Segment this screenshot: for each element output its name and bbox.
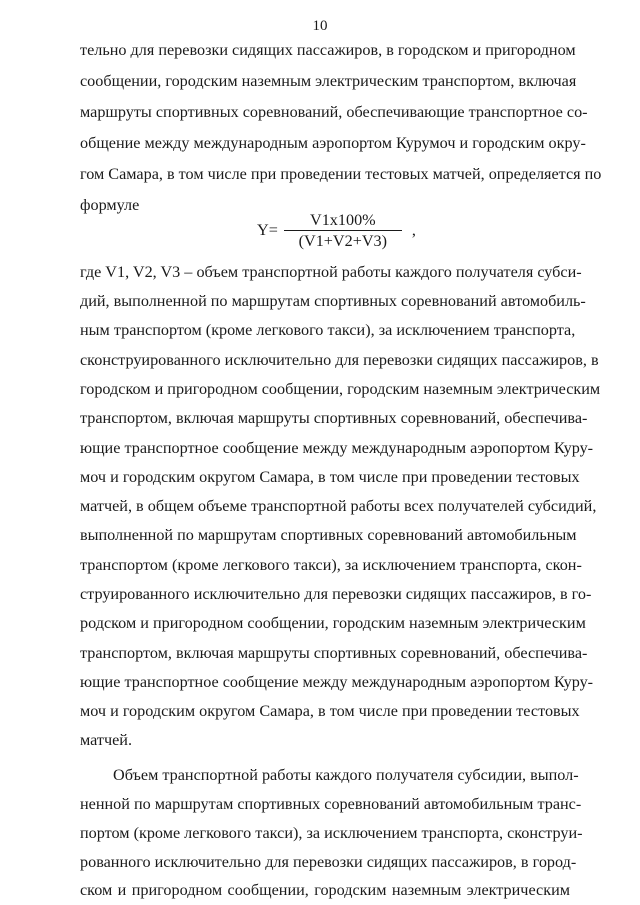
- text-line: транспортом (кроме легкового такси), за исключением транспорта, скон-: [80, 556, 582, 574]
- text-line: сконструированного исключительно для перевозки сидящих пассажиров, в: [80, 351, 599, 369]
- text-line: ском и пригородном сообщении, городским наземным электрическим: [80, 881, 570, 899]
- formula-fraction: [284, 210, 402, 251]
- text-line: общение между международным аэропортом Курумоч и городским окру-: [80, 134, 586, 152]
- formula-lhs: Y=: [257, 220, 278, 239]
- text-line: тельно для перевозки сидящих пассажиров, в городском и пригородном: [80, 41, 576, 59]
- text-line: выполненной по маршрутам спортивных соревнований автомобильным: [80, 526, 577, 544]
- text-line: ющие транспортное сообщение между международным аэропортом Куру-: [80, 673, 594, 691]
- text-line: матчей.: [80, 731, 133, 749]
- formula-comma: ,: [411, 220, 416, 239]
- text-line: Объем транспортной работы каждого получателя субсидии, выпол-: [113, 766, 579, 784]
- text-line: транспортом, включая маршруты спортивных соревнований, обеспечива-: [80, 409, 588, 427]
- text-line: моч и городским округом Самара, в том числе при проведении тестовых: [80, 468, 580, 486]
- text-line: дий, выполненной по маршрутам спортивных соревнований автомобиль-: [80, 292, 586, 310]
- text-line: портом (кроме легкового такси), за исключением транспорта, сконструи-: [80, 824, 583, 842]
- text-line: матчей, в общем объеме транспортной работы всех получателей субсидий,: [80, 497, 597, 515]
- formula-numerator: V1x100%: [310, 210, 376, 229]
- text-line: где V1, V2, V3 – объем транспортной работы каждого получателя субси-: [80, 263, 582, 281]
- text-line: транспортом, включая маршруты спортивных соревнований, обеспечива-: [80, 644, 588, 662]
- text-line: городском и пригородном сообщении, городским наземным электрическим: [80, 380, 601, 398]
- formula: [257, 208, 416, 252]
- text-line: ющие транспортное сообщение между международным аэропортом Куру-: [80, 439, 594, 457]
- text-line: гом Самара, в том числе при проведении тестовых матчей, определяется по: [80, 165, 602, 183]
- text-line: ненной по маршрутам спортивных соревнований автомобильным транс-: [80, 795, 582, 813]
- text-line: рованного исключительно для перевозки сидящих пассажиров, в город-: [80, 853, 577, 871]
- text-line: маршруты спортивных соревнований, обеспечивающие транспортное со-: [80, 103, 588, 121]
- text-line: струированного исключительно для перевозки сидящих пассажиров, в го-: [80, 585, 592, 603]
- text-line: формуле: [80, 196, 140, 214]
- formula-denominator: (V1+V2+V3): [298, 231, 388, 250]
- text-line: родском и пригородном сообщении, городским наземным электрическим: [80, 614, 586, 632]
- page-number: 10: [312, 18, 328, 34]
- text-line: моч и городским округом Самара, в том числе при проведении тестовых: [80, 702, 580, 720]
- text-line: сообщении, городским наземным электрическим транспортом, включая: [80, 72, 577, 90]
- text-line: ным транспортом (кроме легкового такси), за исключением транспорта,: [80, 321, 576, 339]
